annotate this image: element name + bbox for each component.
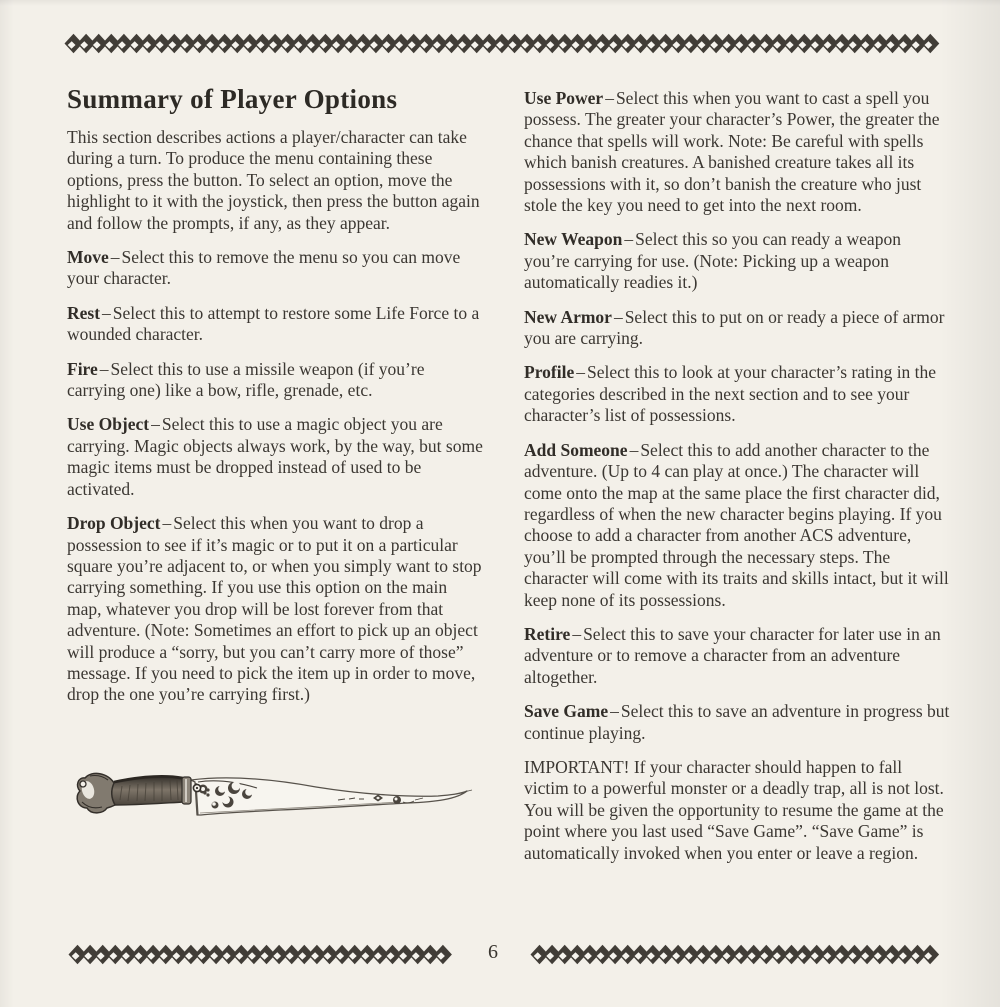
option-term: Rest bbox=[67, 302, 101, 323]
option-term: Fire bbox=[67, 358, 98, 379]
page-number: 6 bbox=[488, 941, 498, 963]
option-text: Select this to put on or ready a piece of armor you are carrying. bbox=[524, 306, 945, 349]
chain-border-top bbox=[64, 33, 940, 54]
option-dash: – bbox=[605, 88, 614, 108]
option-term: Use Power bbox=[524, 88, 604, 108]
option-text: Select this to save your character for later use in an adventure or to remove a character from an adventure altogether. bbox=[524, 623, 941, 687]
knife-drawing bbox=[70, 760, 474, 864]
option-dash: – bbox=[99, 358, 109, 379]
left-column bbox=[67, 127, 483, 719]
page-title: Summary of Player Options bbox=[67, 84, 398, 114]
option-term: New Weapon bbox=[524, 229, 623, 250]
option-paragraph-fire bbox=[67, 359, 483, 402]
option-term: New Armor bbox=[524, 306, 612, 327]
option-text: Select this to attempt to restore some Life Force to a wounded character. bbox=[67, 302, 480, 345]
option-text: Select this so you can ready a weapon you’re carrying for use. (Note: Picking up a weapon automatically readies it.) bbox=[524, 229, 901, 293]
option-paragraph-drop-object bbox=[67, 513, 483, 706]
option-term: Drop Object bbox=[67, 513, 161, 534]
option-paragraph-use-object bbox=[67, 414, 483, 500]
option-text: Select this to look at your character’s rating in the categories described in the next section and to see your character’s list of possessions. bbox=[524, 362, 937, 426]
option-dash: – bbox=[576, 362, 585, 383]
option-term: Use Object bbox=[67, 414, 150, 435]
option-term: Retire bbox=[524, 623, 571, 644]
option-paragraph-move bbox=[67, 247, 483, 290]
option-text: Select this when you want to cast a spell you possess. The greater your character’s Power, the greater the chance that spells will work. Note: Be careful with spells which banish creatures. A banished creature takes all its possessions with it, so don’t banish the creature who just stole the key you need to get into the next room. bbox=[524, 88, 940, 216]
option-paragraph-rest bbox=[67, 303, 483, 346]
option-dash: – bbox=[572, 623, 582, 644]
option-term: Move bbox=[67, 247, 109, 268]
option-paragraph-use-power bbox=[524, 88, 950, 216]
option-term: Add Someone bbox=[524, 439, 628, 460]
option-dash: – bbox=[102, 302, 111, 323]
option-paragraph-new-armor bbox=[524, 307, 950, 350]
option-dash: – bbox=[624, 229, 634, 250]
option-dash: – bbox=[110, 247, 120, 268]
option-text: Select this to save an adventure in progress but continue playing. bbox=[524, 701, 950, 743]
option-dash: – bbox=[151, 414, 160, 435]
right-column bbox=[524, 88, 950, 877]
option-paragraph-profile bbox=[524, 362, 950, 426]
option-dash: – bbox=[162, 513, 172, 534]
important-paragraph: IMPORTANT! If your character should happen to fall victim to a powerful monster or a deadly trap, all is not lost. You will be given the opportunity to resume the game at the point where you last used “Save Game”. “Save Game” is automatically invoked when you enter or leave a region. bbox=[524, 756, 944, 863]
option-term: Profile bbox=[524, 362, 575, 383]
chain-border-bottom-left bbox=[68, 944, 456, 965]
option-paragraph-save-game bbox=[524, 701, 950, 744]
option-text: Select this to use a missile weapon (if you’re carrying one) like a bow, rifle, grenade, etc. bbox=[67, 358, 425, 401]
option-text: Select this to add another character to the adventure. (Up to 4 can play at once.) The character will come onto the map at the same place the first character did, regardless of when the new character begins playing. If you choose to add a character from another ACS adventure, you’ll be prompted through the necessary steps. The character will come with its traits and skills intact, but it will keep none of its possessions. bbox=[524, 439, 949, 610]
chain-border-bottom-right bbox=[530, 944, 940, 965]
intro-paragraph: This section describes actions a player/character can take during a turn. To produce the menu containing these options, press the button. To select an option, move the highlight to it with the joystick, then press the button again and follow the prompts, if any, as they appear. bbox=[67, 127, 480, 233]
option-dash: – bbox=[610, 701, 619, 722]
option-text: Select this to use a magic object you are carrying. Magic objects always work, by the way, but some magic items must be dropped instead of used to be activated. bbox=[67, 414, 483, 499]
option-dash: – bbox=[629, 439, 639, 460]
option-paragraph-retire bbox=[524, 624, 950, 688]
option-dash: – bbox=[613, 306, 623, 327]
option-text: Select this to remove the menu so you can move your character. bbox=[67, 247, 461, 289]
option-paragraph-new-weapon bbox=[524, 229, 950, 293]
option-text: Select this when you want to drop a possession to see if it’s magic or to put it on a particular square you’re adjacent to, or when you simply want to stop carrying something. If you use this option on the main map, whatever you drop will be lost forever from that adventure. (Note: Sometimes an effort to pick up an object will produce a “sorry, but you can’t carry more of those” message. If you need to pick the item up in order to move, drop the one you’re carrying first.) bbox=[67, 513, 482, 705]
option-term: Save Game bbox=[524, 701, 609, 722]
knife-illustration bbox=[70, 760, 474, 864]
option-paragraph-add-someone bbox=[524, 440, 950, 611]
